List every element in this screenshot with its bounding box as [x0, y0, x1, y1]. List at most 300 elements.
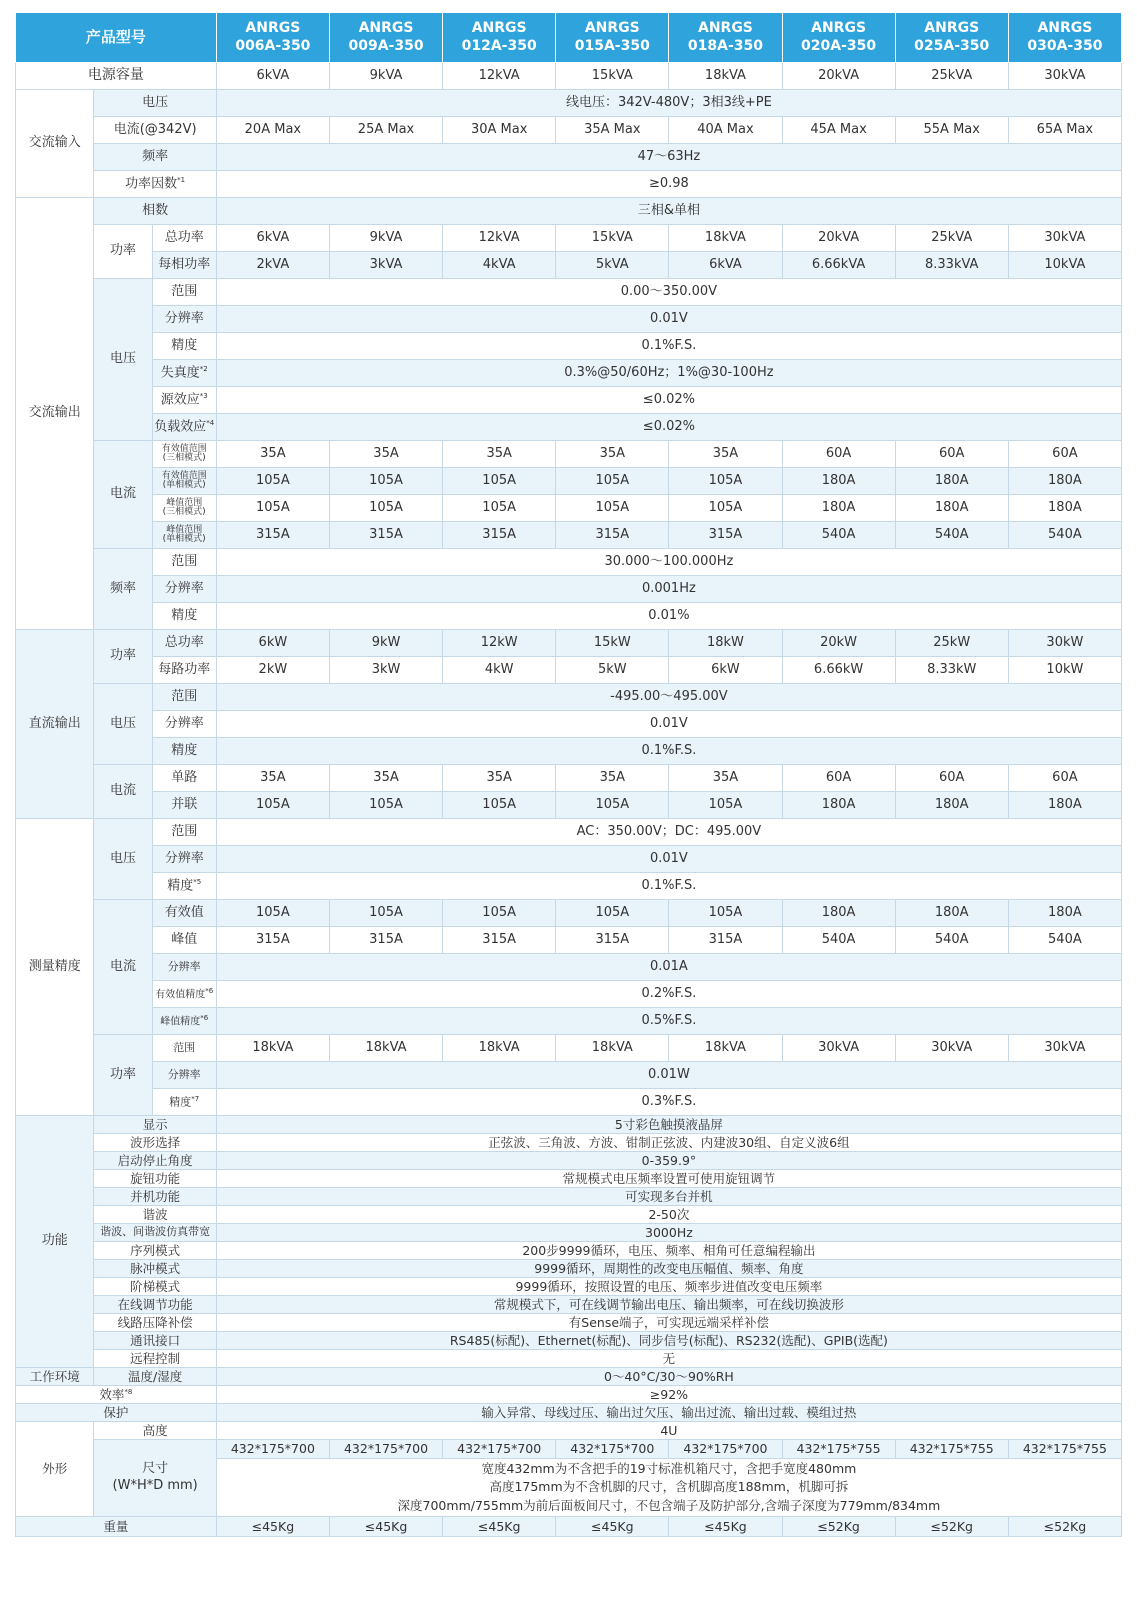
model-value-cell: 5kVA — [556, 252, 669, 279]
value-cell: ≤0.02% — [216, 414, 1121, 441]
model-value-cell: 315A — [216, 522, 329, 549]
model-value-cell: ≤45Kg — [443, 1517, 556, 1537]
efficiency-row — [16, 1386, 1122, 1404]
model-value-cell: 60A — [1008, 765, 1121, 792]
model-value-cell: 432*175*755 — [782, 1440, 895, 1459]
model-value-cell: 315A — [329, 927, 442, 954]
row-label: 精度$^{*7}$ — [152, 1089, 216, 1116]
model-value-cell: 180A — [1008, 468, 1121, 495]
row-label: 有效值精度$^{*6}$ — [152, 981, 216, 1008]
model-value-cell: 35A — [669, 441, 782, 468]
ac-input-voltage-row — [16, 90, 1122, 117]
row-label: 效率$^{*8}$ — [16, 1386, 217, 1404]
model-value-cell: 30A Max — [443, 117, 556, 144]
group-label: 电流 — [94, 441, 152, 549]
value-cell: 2-50次 — [216, 1206, 1121, 1224]
meas-i-res-row — [16, 954, 1122, 981]
group-label: 功率 — [94, 1035, 152, 1116]
value-cell: 0.3%@50/60Hz；1%@30-100Hz — [216, 360, 1121, 387]
model-value-cell: 25kVA — [895, 63, 1008, 90]
model-value-cell: 30kVA — [782, 1035, 895, 1062]
model-value-cell: 6.66kW — [782, 657, 895, 684]
model-value-cell: 432*175*700 — [329, 1440, 442, 1459]
model-value-cell: 2kVA — [216, 252, 329, 279]
row-label: 源效应$^{*3}$ — [152, 387, 216, 414]
row-label: 精度 — [152, 738, 216, 765]
model-value-cell: 540A — [782, 522, 895, 549]
row-label: 范围 — [152, 549, 216, 576]
model-value-cell: 6kVA — [216, 225, 329, 252]
model-value-cell: 3kW — [329, 657, 442, 684]
value-cell: 可实现多台并机 — [216, 1188, 1121, 1206]
ac-input-frequency-row — [16, 144, 1122, 171]
row-label: 范围 — [152, 279, 216, 306]
model-header: ANRGS 018A-350 — [669, 13, 782, 63]
model-value-cell: 432*175*700 — [669, 1440, 782, 1459]
ac-output-i-peak1-row — [16, 522, 1122, 549]
value-cell: AC：350.00V；DC：495.00V — [216, 819, 1121, 846]
model-value-cell: ≤52Kg — [1008, 1517, 1121, 1537]
value-cell: 三相&单相 — [216, 198, 1121, 225]
model-value-cell: 105A — [329, 495, 442, 522]
model-value-cell: 4kVA — [443, 252, 556, 279]
row-label: 并联 — [152, 792, 216, 819]
ac-input-section: 交流输入 — [16, 90, 94, 198]
ac-input-current-row — [16, 117, 1122, 144]
row-label: 阶梯模式 — [94, 1278, 216, 1296]
row-label: 峰值精度$^{*6}$ — [152, 1008, 216, 1035]
row-label: 序列模式 — [94, 1242, 216, 1260]
row-label: 线路压降补偿 — [94, 1314, 216, 1332]
model-value-cell: 105A — [443, 468, 556, 495]
model-header: ANRGS 015A-350 — [556, 13, 669, 63]
row-label: 功率因数$^{*1}$ — [94, 171, 216, 198]
row-label: 高度 — [94, 1422, 216, 1440]
ac-output-phase-power-row — [16, 252, 1122, 279]
model-value-cell: 30kVA — [1008, 63, 1121, 90]
model-value-cell: 315A — [329, 522, 442, 549]
dc-output-section: 直流输出 — [16, 630, 94, 819]
model-value-cell: 18kVA — [669, 225, 782, 252]
function-row — [16, 1332, 1122, 1350]
row-label: 分辨率 — [152, 576, 216, 603]
model-value-cell: 105A — [329, 792, 442, 819]
meas-v-acc-row — [16, 873, 1122, 900]
model-value-cell: 40A Max — [669, 117, 782, 144]
ac-output-phase-row — [16, 198, 1122, 225]
value-cell: 0.01W — [216, 1062, 1121, 1089]
model-value-cell: 30kVA — [1008, 225, 1121, 252]
model-value-cell: 180A — [895, 900, 1008, 927]
model-value-cell: 105A — [556, 792, 669, 819]
function-row — [16, 1116, 1122, 1134]
row-label: 通讯接口 — [94, 1332, 216, 1350]
ac-output-f-res-row — [16, 576, 1122, 603]
model-value-cell: 105A — [329, 468, 442, 495]
model-value-cell: 180A — [782, 468, 895, 495]
value-cell: 9999循环，按照设置的电压、频率步进值改变电压频率 — [216, 1278, 1121, 1296]
model-value-cell: 180A — [895, 495, 1008, 522]
value-cell: 0.1%F.S. — [216, 873, 1121, 900]
meas-p-acc-row — [16, 1089, 1122, 1116]
row-label: 有效值 — [152, 900, 216, 927]
model-value-cell: 15kVA — [556, 63, 669, 90]
value-cell: 30.000～100.000Hz — [216, 549, 1121, 576]
row-label: 在线调节功能 — [94, 1296, 216, 1314]
row-label: 精度 — [152, 603, 216, 630]
dc-output-i-single-row — [16, 765, 1122, 792]
row-label: 分辨率 — [152, 954, 216, 981]
value-cell: 0-359.9° — [216, 1152, 1121, 1170]
dc-output-v-range-row — [16, 684, 1122, 711]
function-row — [16, 1134, 1122, 1152]
dc-output-v-acc-row — [16, 738, 1122, 765]
model-value-cell: ≤52Kg — [782, 1517, 895, 1537]
model-value-cell: 180A — [1008, 900, 1121, 927]
row-label: 每相功率 — [152, 252, 216, 279]
function-row — [16, 1350, 1122, 1368]
row-label: 峰值范围 (单相模式) — [152, 522, 216, 549]
ac-output-i-rms3-row — [16, 441, 1122, 468]
group-label: 功率 — [94, 630, 152, 684]
model-value-cell: 540A — [782, 927, 895, 954]
model-value-cell: 18kVA — [556, 1035, 669, 1062]
meas-v-res-row — [16, 846, 1122, 873]
model-value-cell: 60A — [895, 441, 1008, 468]
model-value-cell: 8.33kVA — [895, 252, 1008, 279]
value-cell: 4U — [216, 1422, 1121, 1440]
model-value-cell: 45A Max — [782, 117, 895, 144]
model-value-cell: 35A — [216, 441, 329, 468]
model-value-cell: ≤52Kg — [895, 1517, 1008, 1537]
model-value-cell: 315A — [216, 927, 329, 954]
model-value-cell: 105A — [669, 468, 782, 495]
model-value-cell: 35A — [216, 765, 329, 792]
function-row — [16, 1206, 1122, 1224]
value-cell: 有Sense端子，可实现远端采样补偿 — [216, 1314, 1121, 1332]
meas-p-range-row — [16, 1035, 1122, 1062]
dc-output-total-power-row — [16, 630, 1122, 657]
model-value-cell: 55A Max — [895, 117, 1008, 144]
value-cell: 0.01V — [216, 711, 1121, 738]
value-cell: 0～40°C/30～90%RH — [216, 1368, 1121, 1386]
model-value-cell: 2kW — [216, 657, 329, 684]
model-value-cell: ≤45Kg — [329, 1517, 442, 1537]
value-cell: 47～63Hz — [216, 144, 1121, 171]
model-value-cell: 35A — [443, 765, 556, 792]
ac-output-f-range-row — [16, 549, 1122, 576]
model-value-cell: 180A — [782, 495, 895, 522]
model-header: ANRGS 009A-350 — [329, 13, 442, 63]
model-header: ANRGS 030A-350 — [1008, 13, 1121, 63]
value-cell: 0.001Hz — [216, 576, 1121, 603]
model-value-cell: 5kW — [556, 657, 669, 684]
group-label: 频率 — [94, 549, 152, 630]
spec-table — [15, 12, 1122, 1537]
value-cell: ≥0.98 — [216, 171, 1121, 198]
measurement-section: 测量精度 — [16, 819, 94, 1116]
model-value-cell: 105A — [443, 900, 556, 927]
row-label: 有效值范围 (三相模式) — [152, 441, 216, 468]
row-label: 电压 — [94, 90, 216, 117]
row-label: 温度/湿度 — [94, 1368, 216, 1386]
model-value-cell: 105A — [669, 900, 782, 927]
value-cell: RS485(标配)、Ethernet(标配)、同步信号(标配)、RS232(选配)、GPIB(选配) — [216, 1332, 1121, 1350]
group-label: 电流 — [94, 765, 152, 819]
row-label: 总功率 — [152, 630, 216, 657]
row-label: 分辨率 — [152, 1062, 216, 1089]
row-label: 远程控制 — [94, 1350, 216, 1368]
row-label: 波形选择 — [94, 1134, 216, 1152]
ac-output-i-peak3-row — [16, 495, 1122, 522]
model-value-cell: 105A — [216, 495, 329, 522]
value-cell: 0.3%F.S. — [216, 1089, 1121, 1116]
ac-output-section: 交流输出 — [16, 198, 94, 630]
value-cell: 0.5%F.S. — [216, 1008, 1121, 1035]
model-value-cell: 105A — [329, 900, 442, 927]
model-value-cell: 105A — [216, 792, 329, 819]
model-value-cell: 10kW — [1008, 657, 1121, 684]
model-value-cell: 20A Max — [216, 117, 329, 144]
row-label: 并机功能 — [94, 1188, 216, 1206]
model-value-cell: 60A — [1008, 441, 1121, 468]
value-cell: ≤0.02% — [216, 387, 1121, 414]
row-label: 峰值 — [152, 927, 216, 954]
dc-output-channel-power-row — [16, 657, 1122, 684]
model-value-cell: 60A — [895, 765, 1008, 792]
row-label: 重量 — [16, 1517, 217, 1537]
appearance-section: 外形 — [16, 1422, 94, 1517]
model-value-cell: 18kVA — [669, 1035, 782, 1062]
row-label: 相数 — [94, 198, 216, 225]
function-row — [16, 1224, 1122, 1242]
ac-output-v-res-row — [16, 306, 1122, 333]
value-cell: 输入异常、母线过压、输出过欠压、输出过流、输出过载、模组过热 — [216, 1404, 1121, 1422]
model-value-cell: 10kVA — [1008, 252, 1121, 279]
model-value-cell: 35A — [329, 765, 442, 792]
value-cell: 常规模式电压频率设置可使用旋钮调节 — [216, 1170, 1121, 1188]
function-row — [16, 1188, 1122, 1206]
model-value-cell: 540A — [895, 522, 1008, 549]
meas-v-range-row — [16, 819, 1122, 846]
model-value-cell: 12kVA — [443, 225, 556, 252]
value-cell: 0.01V — [216, 306, 1121, 333]
model-value-cell: 315A — [443, 522, 556, 549]
model-value-cell: 105A — [556, 468, 669, 495]
model-value-cell: 65A Max — [1008, 117, 1121, 144]
row-label: 显示 — [94, 1116, 216, 1134]
model-value-cell: 180A — [1008, 792, 1121, 819]
model-value-cell: 18kVA — [216, 1035, 329, 1062]
weight-row — [16, 1517, 1122, 1537]
row-label: 电流(@342V) — [94, 117, 216, 144]
model-value-cell: 12kVA — [443, 63, 556, 90]
model-value-cell: 3kVA — [329, 252, 442, 279]
model-value-cell: 20kVA — [782, 225, 895, 252]
row-label: 失真度$^{*2}$ — [152, 360, 216, 387]
model-value-cell: 180A — [895, 792, 1008, 819]
model-value-cell: 25kVA — [895, 225, 1008, 252]
model-value-cell: 105A — [216, 468, 329, 495]
row-label: 范围 — [152, 819, 216, 846]
model-value-cell: 315A — [669, 927, 782, 954]
model-value-cell: 432*175*700 — [216, 1440, 329, 1459]
value-cell: 0.1%F.S. — [216, 738, 1121, 765]
model-value-cell: 30kW — [1008, 630, 1121, 657]
meas-i-rms-row — [16, 900, 1122, 927]
model-value-cell: 20kW — [782, 630, 895, 657]
row-label: 每路功率 — [152, 657, 216, 684]
value-cell: 0.01A — [216, 954, 1121, 981]
group-label: 电压 — [94, 819, 152, 900]
model-value-cell: 432*175*755 — [895, 1440, 1008, 1459]
row-label: 启动停止角度 — [94, 1152, 216, 1170]
model-value-cell: 180A — [895, 468, 1008, 495]
model-value-cell: ≤45Kg — [556, 1517, 669, 1537]
model-value-cell: ≤45Kg — [216, 1517, 329, 1537]
model-value-cell: 60A — [782, 765, 895, 792]
model-value-cell: 35A Max — [556, 117, 669, 144]
model-value-cell: 105A — [669, 792, 782, 819]
model-value-cell: 432*175*700 — [443, 1440, 556, 1459]
model-header: ANRGS 020A-350 — [782, 13, 895, 63]
meas-i-rms-acc-row — [16, 981, 1122, 1008]
group-label: 功率 — [94, 225, 152, 279]
dc-output-i-parallel-row — [16, 792, 1122, 819]
model-value-cell: 30kVA — [1008, 1035, 1121, 1062]
model-value-cell: 18kVA — [329, 1035, 442, 1062]
ac-output-v-acc-row — [16, 333, 1122, 360]
model-value-cell: 432*175*700 — [556, 1440, 669, 1459]
row-label: 分辨率 — [152, 306, 216, 333]
model-value-cell: 35A — [556, 765, 669, 792]
row-label: 范围 — [152, 684, 216, 711]
protection-row — [16, 1404, 1122, 1422]
model-value-cell: 540A — [895, 927, 1008, 954]
meas-i-peak-acc-row — [16, 1008, 1122, 1035]
model-value-cell: 315A — [443, 927, 556, 954]
function-row — [16, 1296, 1122, 1314]
model-value-cell: 8.33kW — [895, 657, 1008, 684]
model-value-cell: 25A Max — [329, 117, 442, 144]
group-label: 电流 — [94, 900, 152, 1035]
model-value-cell: 180A — [1008, 495, 1121, 522]
function-row — [16, 1314, 1122, 1332]
functions-body — [16, 1116, 1122, 1368]
row-label: 总功率 — [152, 225, 216, 252]
model-value-cell: 9kVA — [329, 63, 442, 90]
function-row — [16, 1152, 1122, 1170]
value-cell: 0.01V — [216, 846, 1121, 873]
ac-output-v-source-row — [16, 387, 1122, 414]
size-row — [16, 1440, 1122, 1459]
model-value-cell: 35A — [443, 441, 556, 468]
ac-output-f-acc-row — [16, 603, 1122, 630]
row-label: 有效值范围 (单相模式) — [152, 468, 216, 495]
function-row — [16, 1242, 1122, 1260]
row-label: 频率 — [94, 144, 216, 171]
model-value-cell: 12kW — [443, 630, 556, 657]
model-value-cell: 315A — [669, 522, 782, 549]
function-row — [16, 1278, 1122, 1296]
value-cell: 3000Hz — [216, 1224, 1121, 1242]
model-value-cell: 18kVA — [669, 63, 782, 90]
function-row — [16, 1260, 1122, 1278]
function-row — [16, 1170, 1122, 1188]
model-value-cell: 315A — [556, 927, 669, 954]
row-label: 谐波、间谐波仿真带宽 — [94, 1224, 216, 1242]
model-value-cell: 105A — [216, 900, 329, 927]
model-value-cell: 6.66kVA — [782, 252, 895, 279]
model-header: ANRGS 025A-350 — [895, 13, 1008, 63]
model-header: ANRGS 012A-350 — [443, 13, 556, 63]
group-label: 电压 — [94, 279, 152, 441]
model-value-cell: 180A — [782, 792, 895, 819]
model-value-cell: 9kW — [329, 630, 442, 657]
row-label: 负载效应$^{*4}$ — [152, 414, 216, 441]
model-header: ANRGS 006A-350 — [216, 13, 329, 63]
model-value-cell: 6kW — [669, 657, 782, 684]
model-value-cell: 105A — [556, 495, 669, 522]
value-cell: 正弦波、三角波、方波、钳制正弦波、内建波30组、自定义波6组 — [216, 1134, 1121, 1152]
model-value-cell: ≤45Kg — [669, 1517, 782, 1537]
header-row — [16, 13, 1122, 63]
group-label: 电压 — [94, 684, 152, 765]
value-cell: 无 — [216, 1350, 1121, 1368]
value-cell: 5寸彩色触摸液晶屏 — [216, 1116, 1121, 1134]
ac-output-i-rms1-row — [16, 468, 1122, 495]
model-value-cell: 105A — [556, 900, 669, 927]
model-value-cell: 540A — [1008, 522, 1121, 549]
value-cell: 线电压：342V-480V；3相3线+PE — [216, 90, 1121, 117]
functions-section: 功能 — [16, 1116, 94, 1368]
model-value-cell: 60A — [782, 441, 895, 468]
row-label: 峰值范围 (三相模式) — [152, 495, 216, 522]
ac-output-total-power-row — [16, 225, 1122, 252]
height-row — [16, 1422, 1122, 1440]
meas-p-res-row — [16, 1062, 1122, 1089]
row-label: 分辨率 — [152, 846, 216, 873]
value-cell: ≥92% — [216, 1386, 1121, 1404]
value-cell: -495.00～495.00V — [216, 684, 1121, 711]
ac-output-v-range-row — [16, 279, 1122, 306]
model-value-cell: 105A — [443, 495, 556, 522]
environment-row — [16, 1368, 1122, 1386]
row-label: 范围 — [152, 1035, 216, 1062]
model-value-cell: 15kVA — [556, 225, 669, 252]
size-notes: 宽度432mm为不含把手的19寸标准机箱尺寸，含把手宽度480mm 高度175mm为不含机脚的尺寸，含机脚高度188mm，机脚可拆 深度700mm/755mm为前后面板间尺寸，不包含端子及防护部分,含端子深度为779mm/834mm — [216, 1459, 1121, 1517]
value-cell: 9999循环，周期性的改变电压幅值、频率、角度 — [216, 1260, 1121, 1278]
row-label: 单路 — [152, 765, 216, 792]
model-value-cell: 18kW — [669, 630, 782, 657]
model-value-cell: 180A — [782, 900, 895, 927]
row-label: 分辨率 — [152, 711, 216, 738]
model-value-cell: 6kVA — [216, 63, 329, 90]
meas-i-peak-row — [16, 927, 1122, 954]
row-label: 保护 — [16, 1404, 217, 1422]
value-cell: 常规模式下，可在线调节输出电压、输出频率，可在线切换波形 — [216, 1296, 1121, 1314]
product-model-header: 产品型号 — [16, 13, 217, 63]
model-value-cell: 540A — [1008, 927, 1121, 954]
model-value-cell: 35A — [669, 765, 782, 792]
model-value-cell: 9kVA — [329, 225, 442, 252]
ac-output-v-distortion-row — [16, 360, 1122, 387]
ac-output-v-load-row — [16, 414, 1122, 441]
row-label: 精度$^{*5}$ — [152, 873, 216, 900]
value-cell: 200步9999循环，电压、频率、相角可任意编程输出 — [216, 1242, 1121, 1260]
capacity-row — [16, 63, 1122, 90]
model-value-cell: 25kW — [895, 630, 1008, 657]
